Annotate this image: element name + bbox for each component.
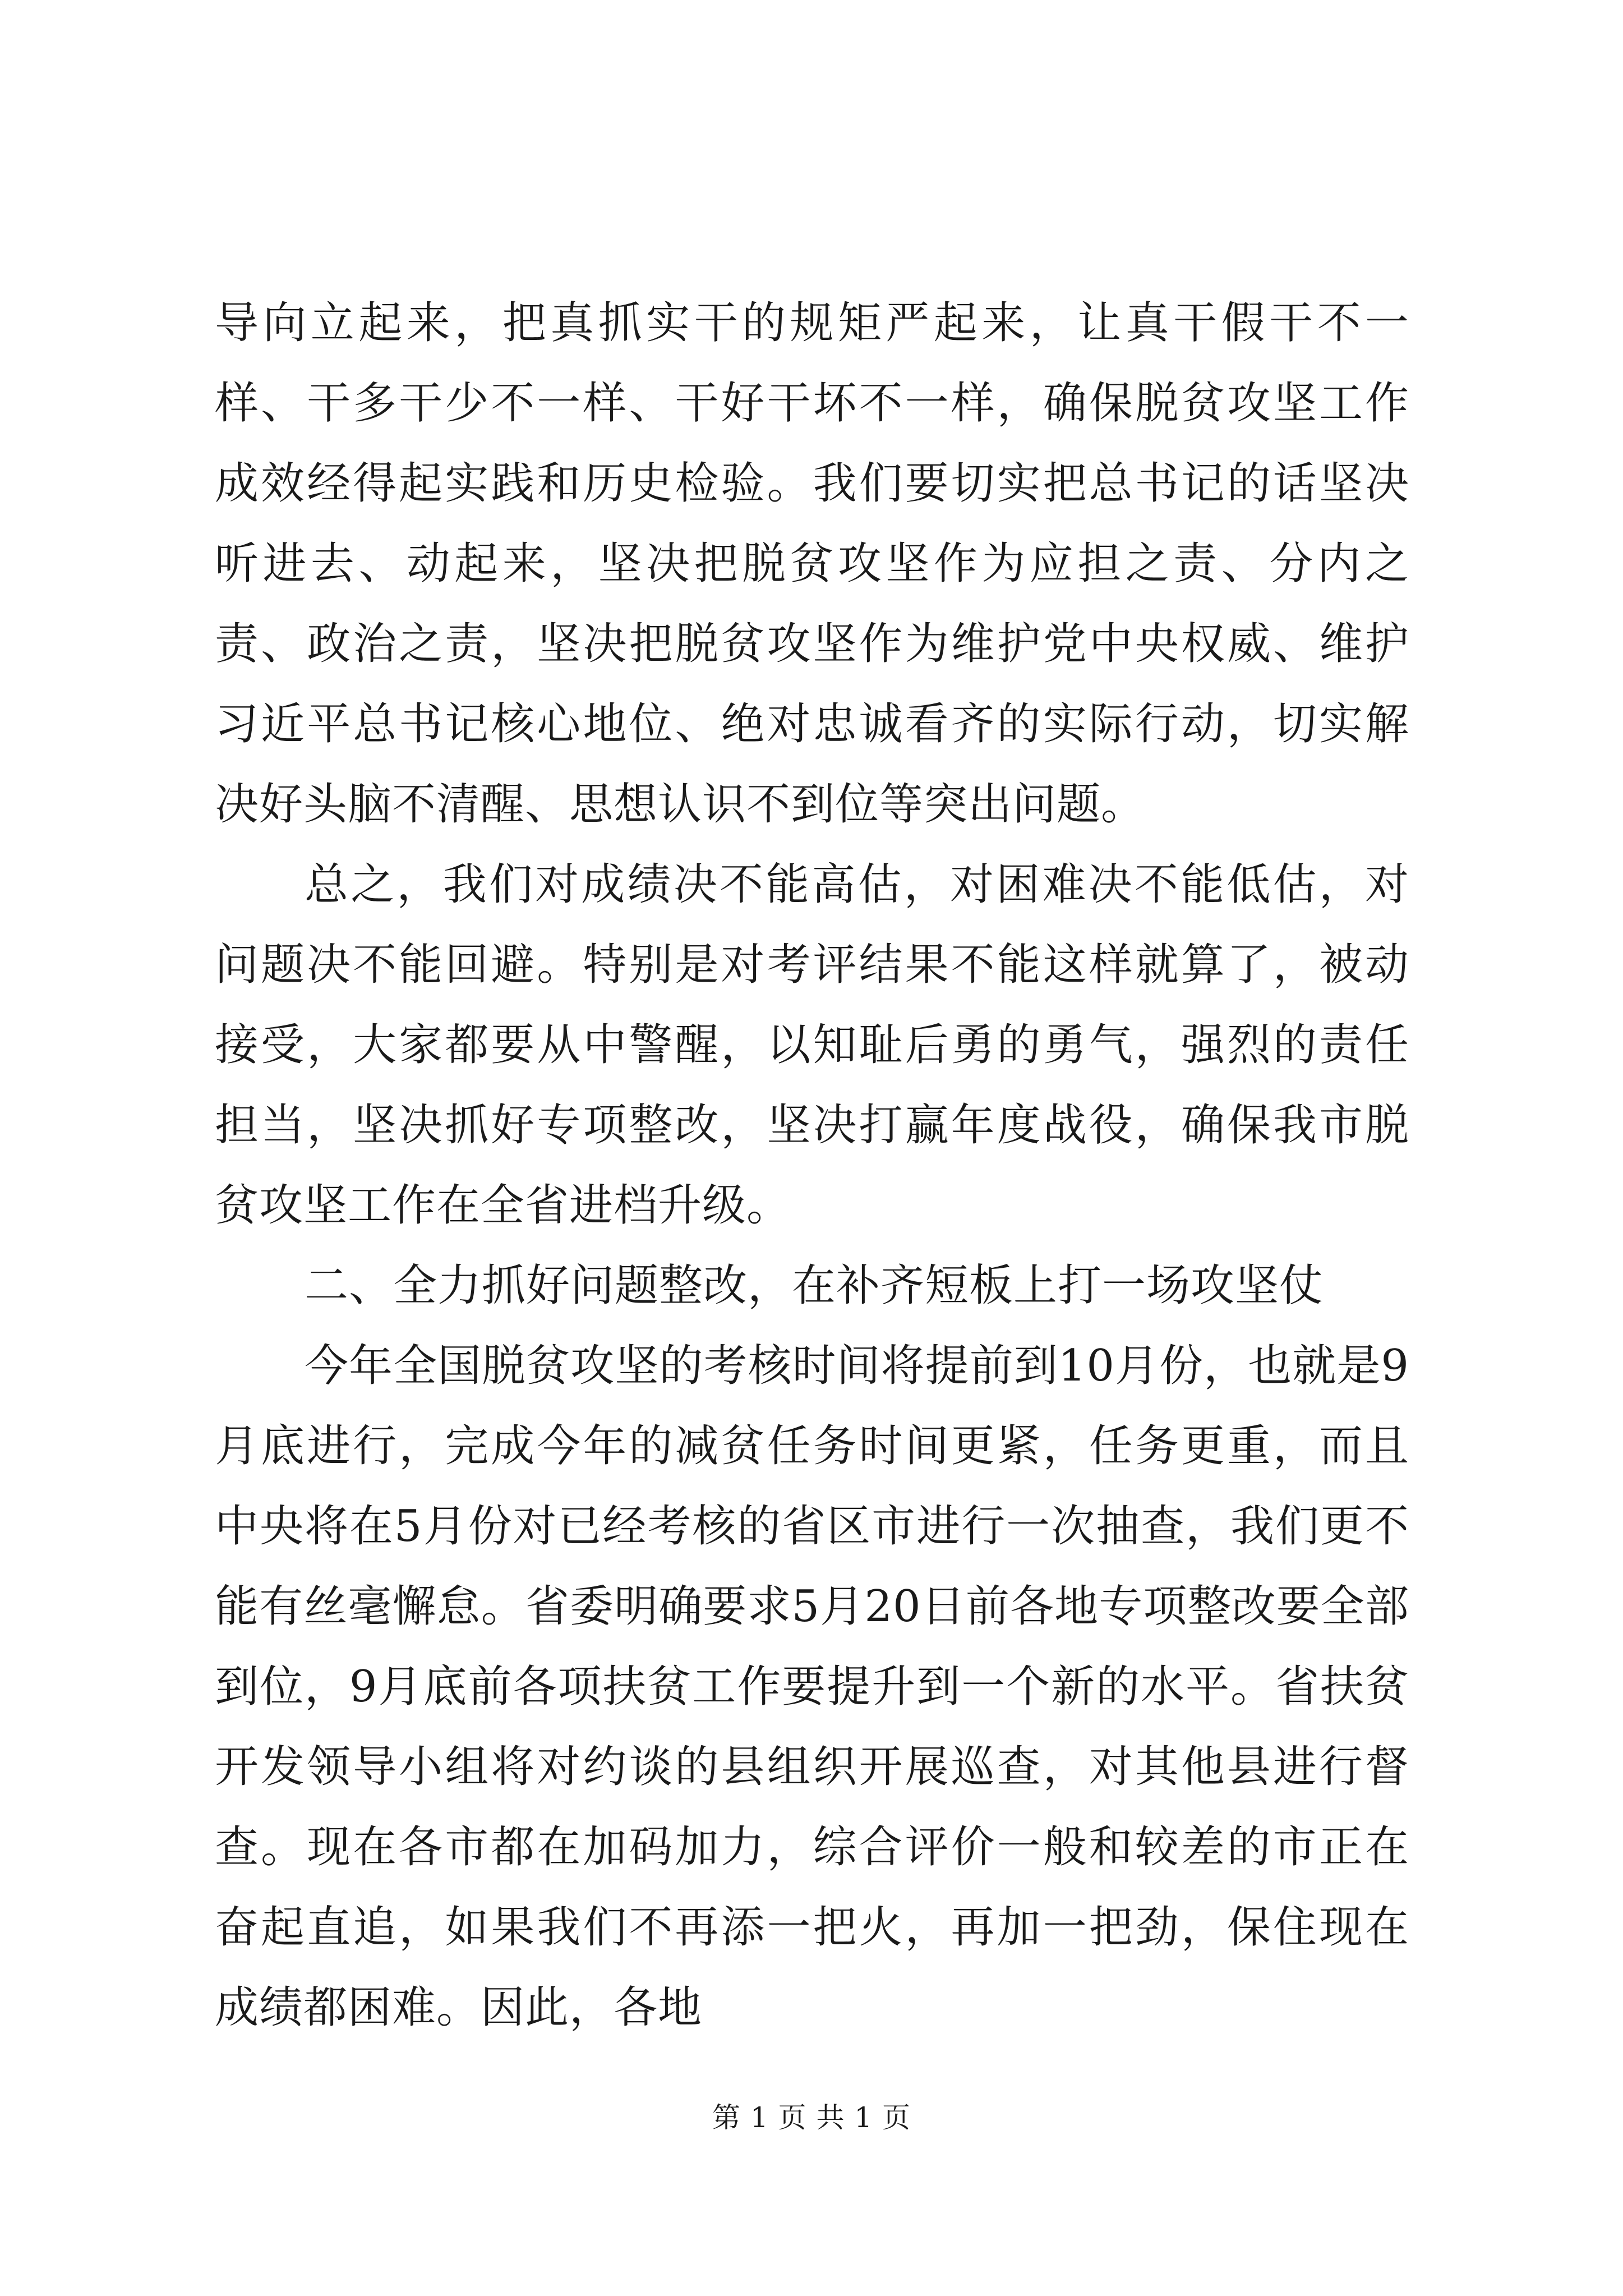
section-heading: 二、全力抓好问题整改，在补齐短板上打一场攻坚仗 bbox=[305, 1260, 1324, 1311]
paragraph-2: 总之，我们对成绩决不能高估，对困难决不能低估，对问题决不能回避。特别是对考评结果不能这样就算了，被动接受，大家都要从中警醒，以知耻后勇的勇气，强烈的责任担当，坚决抓好专项整改，坚决打赢年度战役，确保我市脱贫攻坚工作在全省进档升级。 bbox=[215, 859, 1409, 1231]
paragraph-1: 导向立起来，把真抓实干的规矩严起来，让真干假干不一样、干多干少不一样、干好干坏不一样，确保脱贫攻坚工作成效经得起实践和历史检验。我们要切实把总书记的话坚决听进去、动起来，坚决把脱贫攻坚作为应担之责、分内之责、政治之责，坚决把脱贫攻坚作为维护党中央权威、维护习近平总书记核心地位、绝对忠诚看齐的实际行动，切实解决好头脑不清醒、思想认识不到位等突出问题。 bbox=[215, 298, 1409, 830]
paragraph-3: 今年全国脱贫攻坚的考核时间将提前到10月份，也就是9月底进行，完成今年的减贫任务时间更紧，任务更重，而且中央将在5月份对已经考核的省区市进行一次抽查，我们更不能有丝毫懈怠。省委明确要求5月20日前各地专项整改要全部到位，9月底前各项扶贫工作要提升到一个新的水平。省扶贫开发领导小组将对约谈的县组织开展巡查，对其他县进行督查。现在各市都在加码加力，综合评价一般和较差的市正在奋起直追，如果我们不再添一把火，再加一把劲，保住现在成绩都困难。因此，各地 bbox=[215, 1341, 1409, 2033]
page-number-footer: 第 1 页 共 1 页 bbox=[712, 2101, 911, 2134]
document-body bbox=[215, 283, 1409, 2048]
